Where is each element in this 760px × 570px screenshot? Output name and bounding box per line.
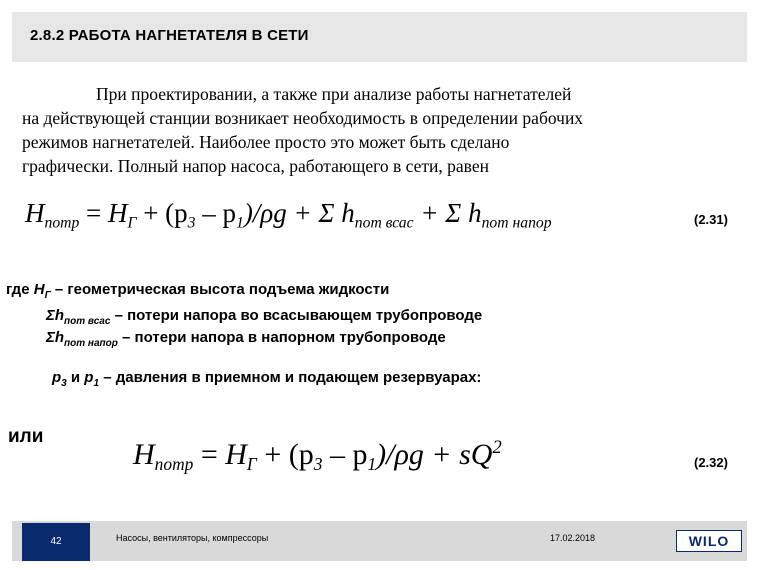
definition-hg: [6, 281, 389, 301]
formula-operator: =: [193, 438, 226, 472]
formula-superscript: 2: [492, 437, 502, 458]
formula-symbol: H: [108, 198, 128, 228]
formula-part: + (p: [136, 198, 188, 228]
formula-part: )/ρg + sQ: [376, 438, 493, 472]
formula-subscript: пот всас: [354, 214, 414, 232]
formula-subscript: пот напор: [481, 214, 552, 232]
paragraph-line: режимов нагнетателей. Наиболее просто это может быть сделано: [22, 132, 510, 152]
definition-text: – геометрическая высота подъема жидкости: [50, 281, 390, 298]
equation-number: (2.31): [694, 212, 728, 227]
body-paragraph: [22, 82, 732, 178]
definition-subscript: пот напор: [64, 338, 118, 349]
footer-date: 17.02.2018: [550, 533, 596, 543]
formula-part: + Σ h: [413, 198, 482, 228]
definition-symbol: p: [52, 369, 62, 386]
formula-part: + (p: [256, 438, 314, 472]
formula-subscript: потр: [154, 454, 194, 475]
definition-symbol: H: [33, 281, 45, 298]
formula-2-31: [25, 198, 552, 232]
formula-subscript: Г: [127, 214, 137, 232]
title-bar: [12, 12, 747, 62]
definition-subscript: 1: [93, 378, 100, 389]
wilo-logo: WILO: [676, 530, 742, 552]
definition-symbol: p: [84, 369, 94, 386]
paragraph-line: на действующей станции возникает необходимость в определении рабочих: [22, 108, 584, 128]
definition-label: где: [6, 281, 34, 298]
formula-subscript: потр: [44, 214, 80, 232]
definition-subscript: Г: [44, 290, 51, 301]
formula-operator: =: [79, 198, 109, 228]
definition-subscript: 3: [61, 378, 67, 389]
formula-2-32: [133, 437, 502, 475]
formula-part: – p: [322, 438, 368, 472]
equation-number: (2.32): [694, 455, 728, 470]
paragraph-line: При проектировании, а также при анализе работы нагнетателей: [96, 84, 572, 104]
formula-subscript: 3: [313, 454, 323, 475]
formula-subscript: 1: [367, 454, 377, 475]
definition-losses-suction: [46, 307, 482, 327]
definition-text: – потери напора в напорном трубопроводе: [117, 329, 446, 346]
page-number: 42: [22, 523, 90, 561]
formula-symbol: H: [133, 438, 155, 472]
or-label: или: [8, 426, 44, 447]
definition-subscript: пот всас: [64, 316, 111, 327]
page-title: 2.8.2 РАБОТА НАГНЕТАТЕЛЯ В СЕТИ: [30, 27, 309, 44]
definition-text: и: [66, 369, 85, 386]
footer-text: Насосы, вентиляторы, компрессоры: [116, 533, 269, 543]
formula-subscript: 3: [187, 214, 196, 232]
paragraph-line: графически. Полный напор насоса, работающего в сети, равен: [22, 156, 489, 176]
definition-symbol: Σh: [46, 307, 65, 324]
definition-pressures: [52, 369, 481, 389]
footer-bar: [12, 521, 747, 561]
formula-part: )/ρg + Σ h: [243, 198, 355, 228]
formula-part: – p: [195, 198, 236, 228]
formula-symbol: H: [225, 438, 247, 472]
definition-losses-pressure: [46, 329, 446, 349]
definition-text: – давления в приемном и подающем резервуарах:: [99, 369, 482, 386]
definition-symbol: Σh: [46, 329, 65, 346]
formula-symbol: H: [25, 198, 45, 228]
formula-subscript: 1: [235, 214, 244, 232]
formula-subscript: Г: [246, 454, 257, 475]
definition-text: – потери напора во всасывающем трубопроводе: [110, 307, 483, 324]
